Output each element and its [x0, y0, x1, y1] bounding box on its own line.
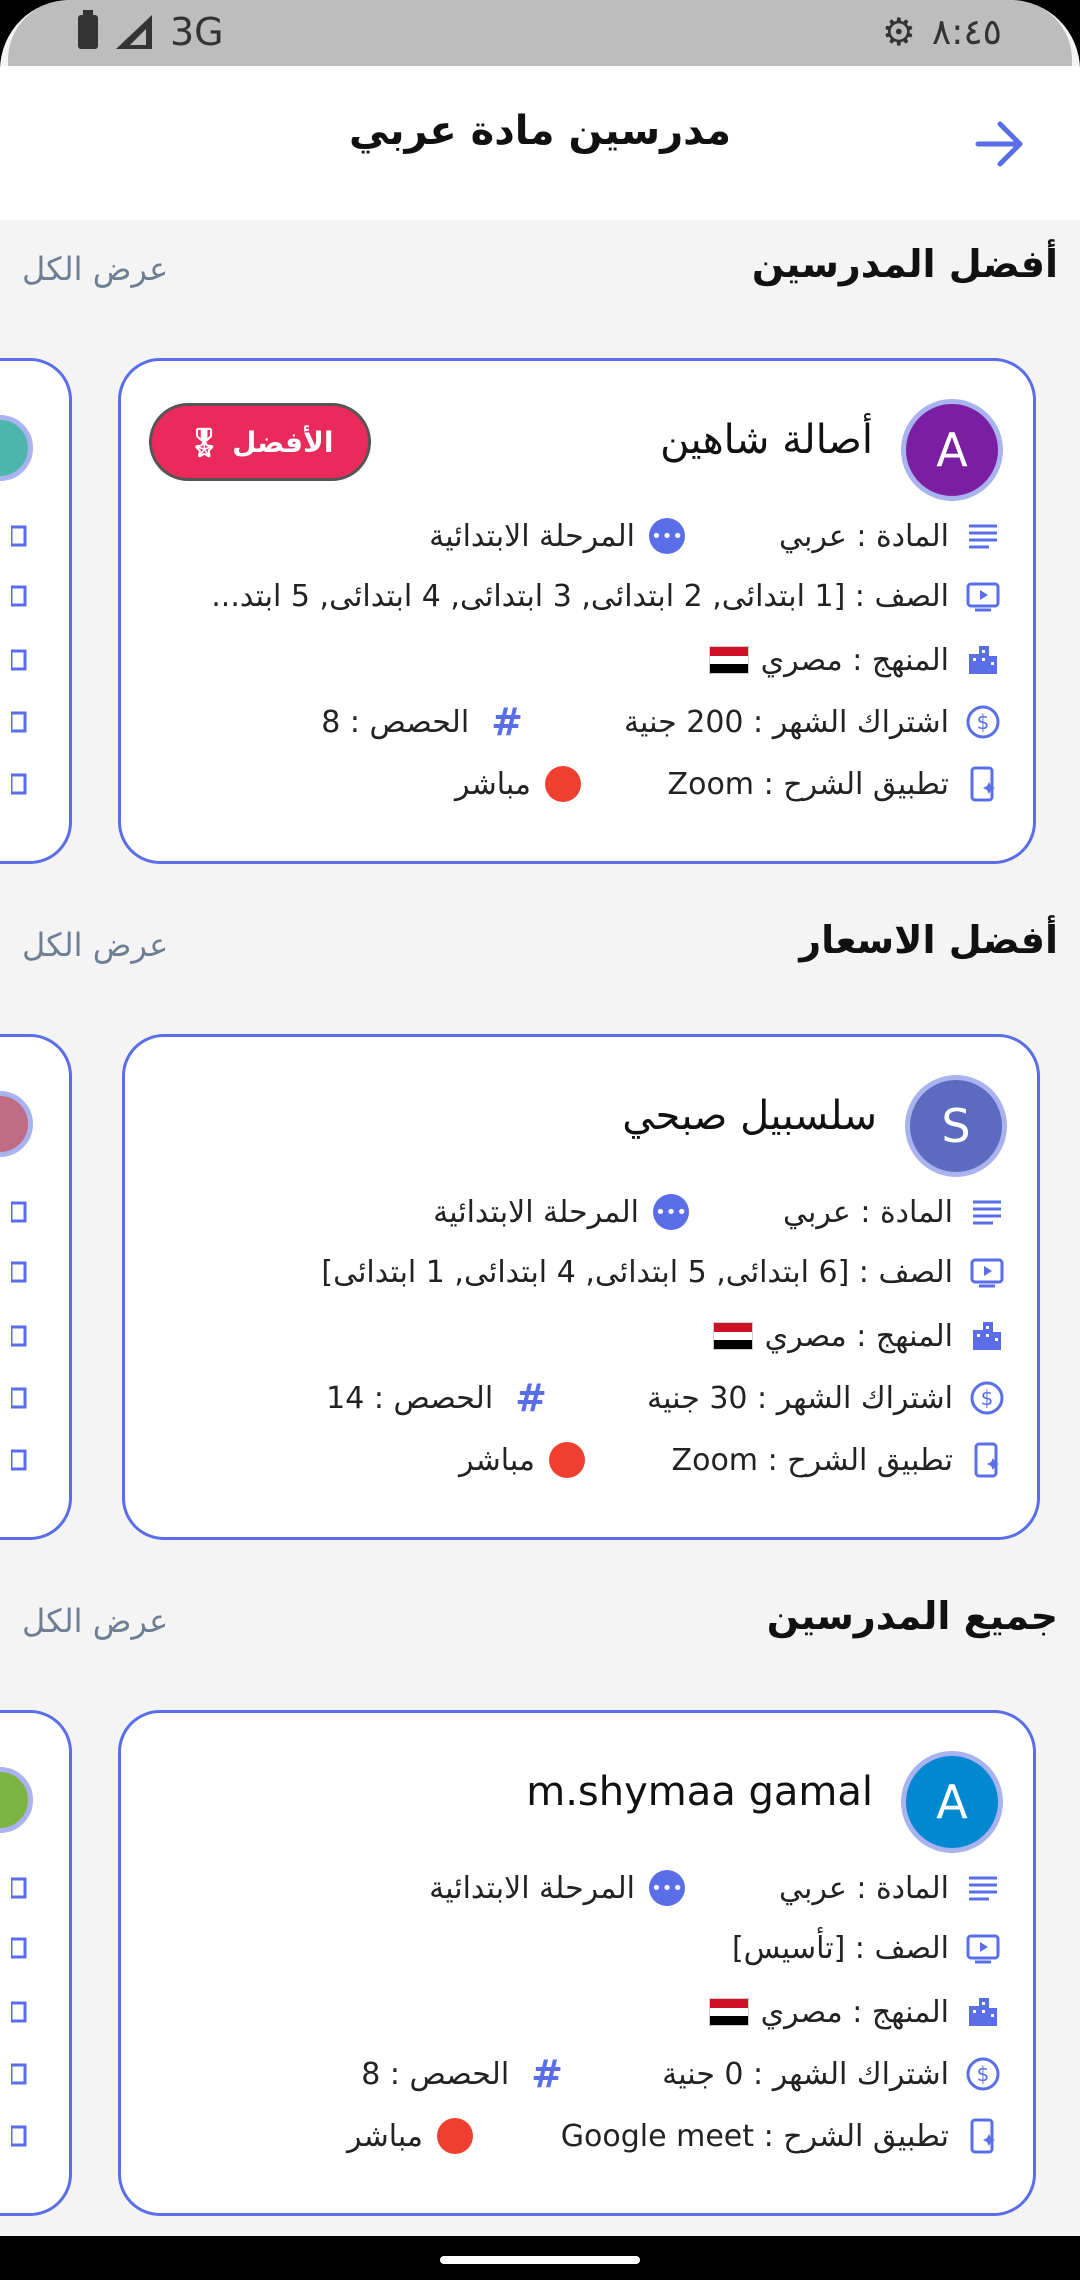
section-title-best-teachers: أفضل المدرسين: [751, 242, 1058, 286]
stage: المرحلة الابتدائية: [433, 1194, 639, 1230]
teacher-card[interactable]: [118, 358, 1036, 864]
stage-field: [433, 1187, 689, 1237]
page-title: مدرسين مادة عربي: [348, 108, 732, 154]
curriculum-row: [709, 1987, 1003, 2037]
app-row: [668, 759, 1003, 809]
network-type: 3G: [170, 10, 224, 54]
avatar: S: [905, 1075, 1007, 1177]
subject-row: [779, 511, 1003, 561]
stage-field: [429, 511, 685, 561]
grade-row: [321, 1247, 1007, 1297]
teacher-name: أصالة شاهين: [660, 417, 873, 463]
subscription-row: [647, 1373, 1007, 1423]
signal-icon: [116, 15, 152, 49]
teacher-card-peek[interactable]: [0, 1710, 72, 2216]
live-dot-icon: [549, 1442, 585, 1478]
grade: الصف : [6 ابتدائى, 5 ابتدائى, 4 ابتدائى, 1 ابتدائى]: [321, 1254, 953, 1290]
dollar-icon: [963, 2054, 1003, 2094]
sessions-field: [326, 1373, 547, 1423]
subscription-row: [662, 2049, 1003, 2099]
view-all-best-prices[interactable]: عرض الكل: [22, 926, 169, 964]
teacher-card[interactable]: [122, 1034, 1040, 1540]
grade: الصف : [1 ابتدائى, 2 ابتدائى, 3 ابتدائى, 4 ابتدائى, 5 ابتد...: [211, 578, 949, 614]
teacher-card-peek[interactable]: [0, 358, 72, 864]
medal-icon: 🎖: [186, 425, 223, 459]
grade-row: [732, 1923, 1003, 1973]
peek-row-icon: [11, 525, 27, 547]
screen-icon: [963, 1928, 1003, 1968]
best-badge: [149, 403, 371, 481]
badge-label: الأفضل: [232, 425, 334, 459]
app-row: [672, 1435, 1007, 1485]
app: تطبيق الشرح : Google meet: [560, 2118, 949, 2154]
avatar: [0, 1091, 33, 1157]
subject-icon: [963, 516, 1003, 556]
grade-row: [211, 571, 1003, 621]
system-nav-bar: [0, 2236, 1080, 2280]
stage: المرحلة الابتدائية: [429, 518, 635, 554]
svg-text:$: $: [976, 710, 990, 734]
building-icon: [963, 1992, 1003, 2032]
view-all-best-teachers[interactable]: عرض الكل: [22, 250, 169, 288]
mode-field: [459, 1435, 585, 1485]
mode: مباشر: [455, 766, 531, 802]
gear-icon: ⚙: [881, 10, 916, 54]
live-dot-icon: [437, 2118, 473, 2154]
subscription: اشتراك الشهر : 30 جنية: [647, 1380, 953, 1416]
clock: ٨:٤٥: [931, 11, 1002, 53]
phone-sparkle-icon: [967, 1440, 1007, 1480]
phone-sparkle-icon: [963, 764, 1003, 804]
sessions: الحصص : 8: [361, 2056, 510, 2092]
hash-icon: #: [515, 1376, 547, 1420]
teacher-card[interactable]: [118, 1710, 1036, 2216]
section-title-all-teachers: جميع المدرسين: [766, 1594, 1058, 1638]
battery-icon: [78, 15, 98, 49]
subscription: اشتراك الشهر : 200 جنية: [623, 704, 949, 740]
hash-icon: #: [531, 2052, 563, 2096]
avatar: [0, 415, 33, 481]
peek-row-icon: [11, 1877, 27, 1899]
back-arrow-icon[interactable]: [970, 114, 1030, 174]
sessions: الحصص : 14: [326, 1380, 494, 1416]
screen-icon: [967, 1252, 1007, 1292]
sessions-field: [321, 697, 523, 747]
teacher-name: m.shymaa gamal: [526, 1769, 873, 1815]
egypt-flag-icon: [709, 646, 749, 674]
grade: الصف : [تأسيس]: [731, 1930, 949, 1966]
sessions-field: [361, 2049, 563, 2099]
peek-row-icon: [11, 1201, 27, 1223]
building-icon: [963, 640, 1003, 680]
teacher-card-peek[interactable]: [0, 1034, 72, 1540]
peek-row-icon: [11, 1449, 27, 1471]
mode-field: [455, 759, 581, 809]
egypt-flag-icon: [709, 1998, 749, 2026]
egypt-flag-icon: [713, 1322, 753, 1350]
peek-row-icon: [11, 2063, 27, 2085]
svg-text:$: $: [976, 2062, 990, 2086]
peek-row-icon: [11, 711, 27, 733]
peek-row-icon: [11, 649, 27, 671]
peek-row-icon: [11, 1387, 27, 1409]
more-icon: •••: [649, 1870, 685, 1906]
peek-row-icon: [11, 2125, 27, 2147]
app-bar: [0, 66, 1080, 220]
peek-row-icon: [11, 1261, 27, 1283]
mode: مباشر: [347, 2118, 423, 2154]
stage-field: [429, 1863, 685, 1913]
avatar: A: [901, 1751, 1003, 1853]
curriculum: المنهج : مصري: [760, 1994, 949, 2030]
status-bar: [8, 0, 1072, 66]
peek-row-icon: [11, 585, 27, 607]
peek-row-icon: [11, 773, 27, 795]
subject-row: [783, 1187, 1007, 1237]
curriculum: المنهج : مصري: [764, 1318, 953, 1354]
screen-icon: [963, 576, 1003, 616]
mode-field: [347, 2111, 473, 2161]
subject-icon: [967, 1192, 1007, 1232]
home-handle[interactable]: [440, 2256, 640, 2264]
subscription-row: [624, 697, 1003, 747]
subject-icon: [963, 1868, 1003, 1908]
peek-row-icon: [11, 1937, 27, 1959]
subject: المادة : عربي: [778, 518, 949, 554]
more-icon: •••: [653, 1194, 689, 1230]
curriculum: المنهج : مصري: [760, 642, 949, 678]
svg-text:$: $: [980, 1386, 994, 1410]
avatar: [0, 1767, 33, 1833]
avatar: A: [901, 399, 1003, 501]
app: تطبيق الشرح : Zoom: [667, 766, 949, 802]
mode: مباشر: [459, 1442, 535, 1478]
subject: المادة : عربي: [782, 1194, 953, 1230]
subject: المادة : عربي: [778, 1870, 949, 1906]
peek-row-icon: [11, 1325, 27, 1347]
dollar-icon: [967, 1378, 1007, 1418]
phone-sparkle-icon: [963, 2116, 1003, 2156]
stage: المرحلة الابتدائية: [429, 1870, 635, 1906]
hash-icon: #: [491, 700, 523, 744]
live-dot-icon: [545, 766, 581, 802]
peek-row-icon: [11, 2001, 27, 2023]
dollar-icon: [963, 702, 1003, 742]
view-all-all-teachers[interactable]: عرض الكل: [22, 1602, 169, 1640]
subscription: اشتراك الشهر : 0 جنية: [662, 2056, 949, 2092]
curriculum-row: [713, 1311, 1007, 1361]
sessions: الحصص : 8: [321, 704, 470, 740]
app-row: [561, 2111, 1003, 2161]
building-icon: [967, 1316, 1007, 1356]
app: تطبيق الشرح : Zoom: [671, 1442, 953, 1478]
more-icon: •••: [649, 518, 685, 554]
teacher-name: سلسبيل صبحي: [622, 1093, 877, 1139]
subject-row: [779, 1863, 1003, 1913]
section-title-best-prices: أفضل الاسعار: [799, 918, 1058, 962]
curriculum-row: [709, 635, 1003, 685]
